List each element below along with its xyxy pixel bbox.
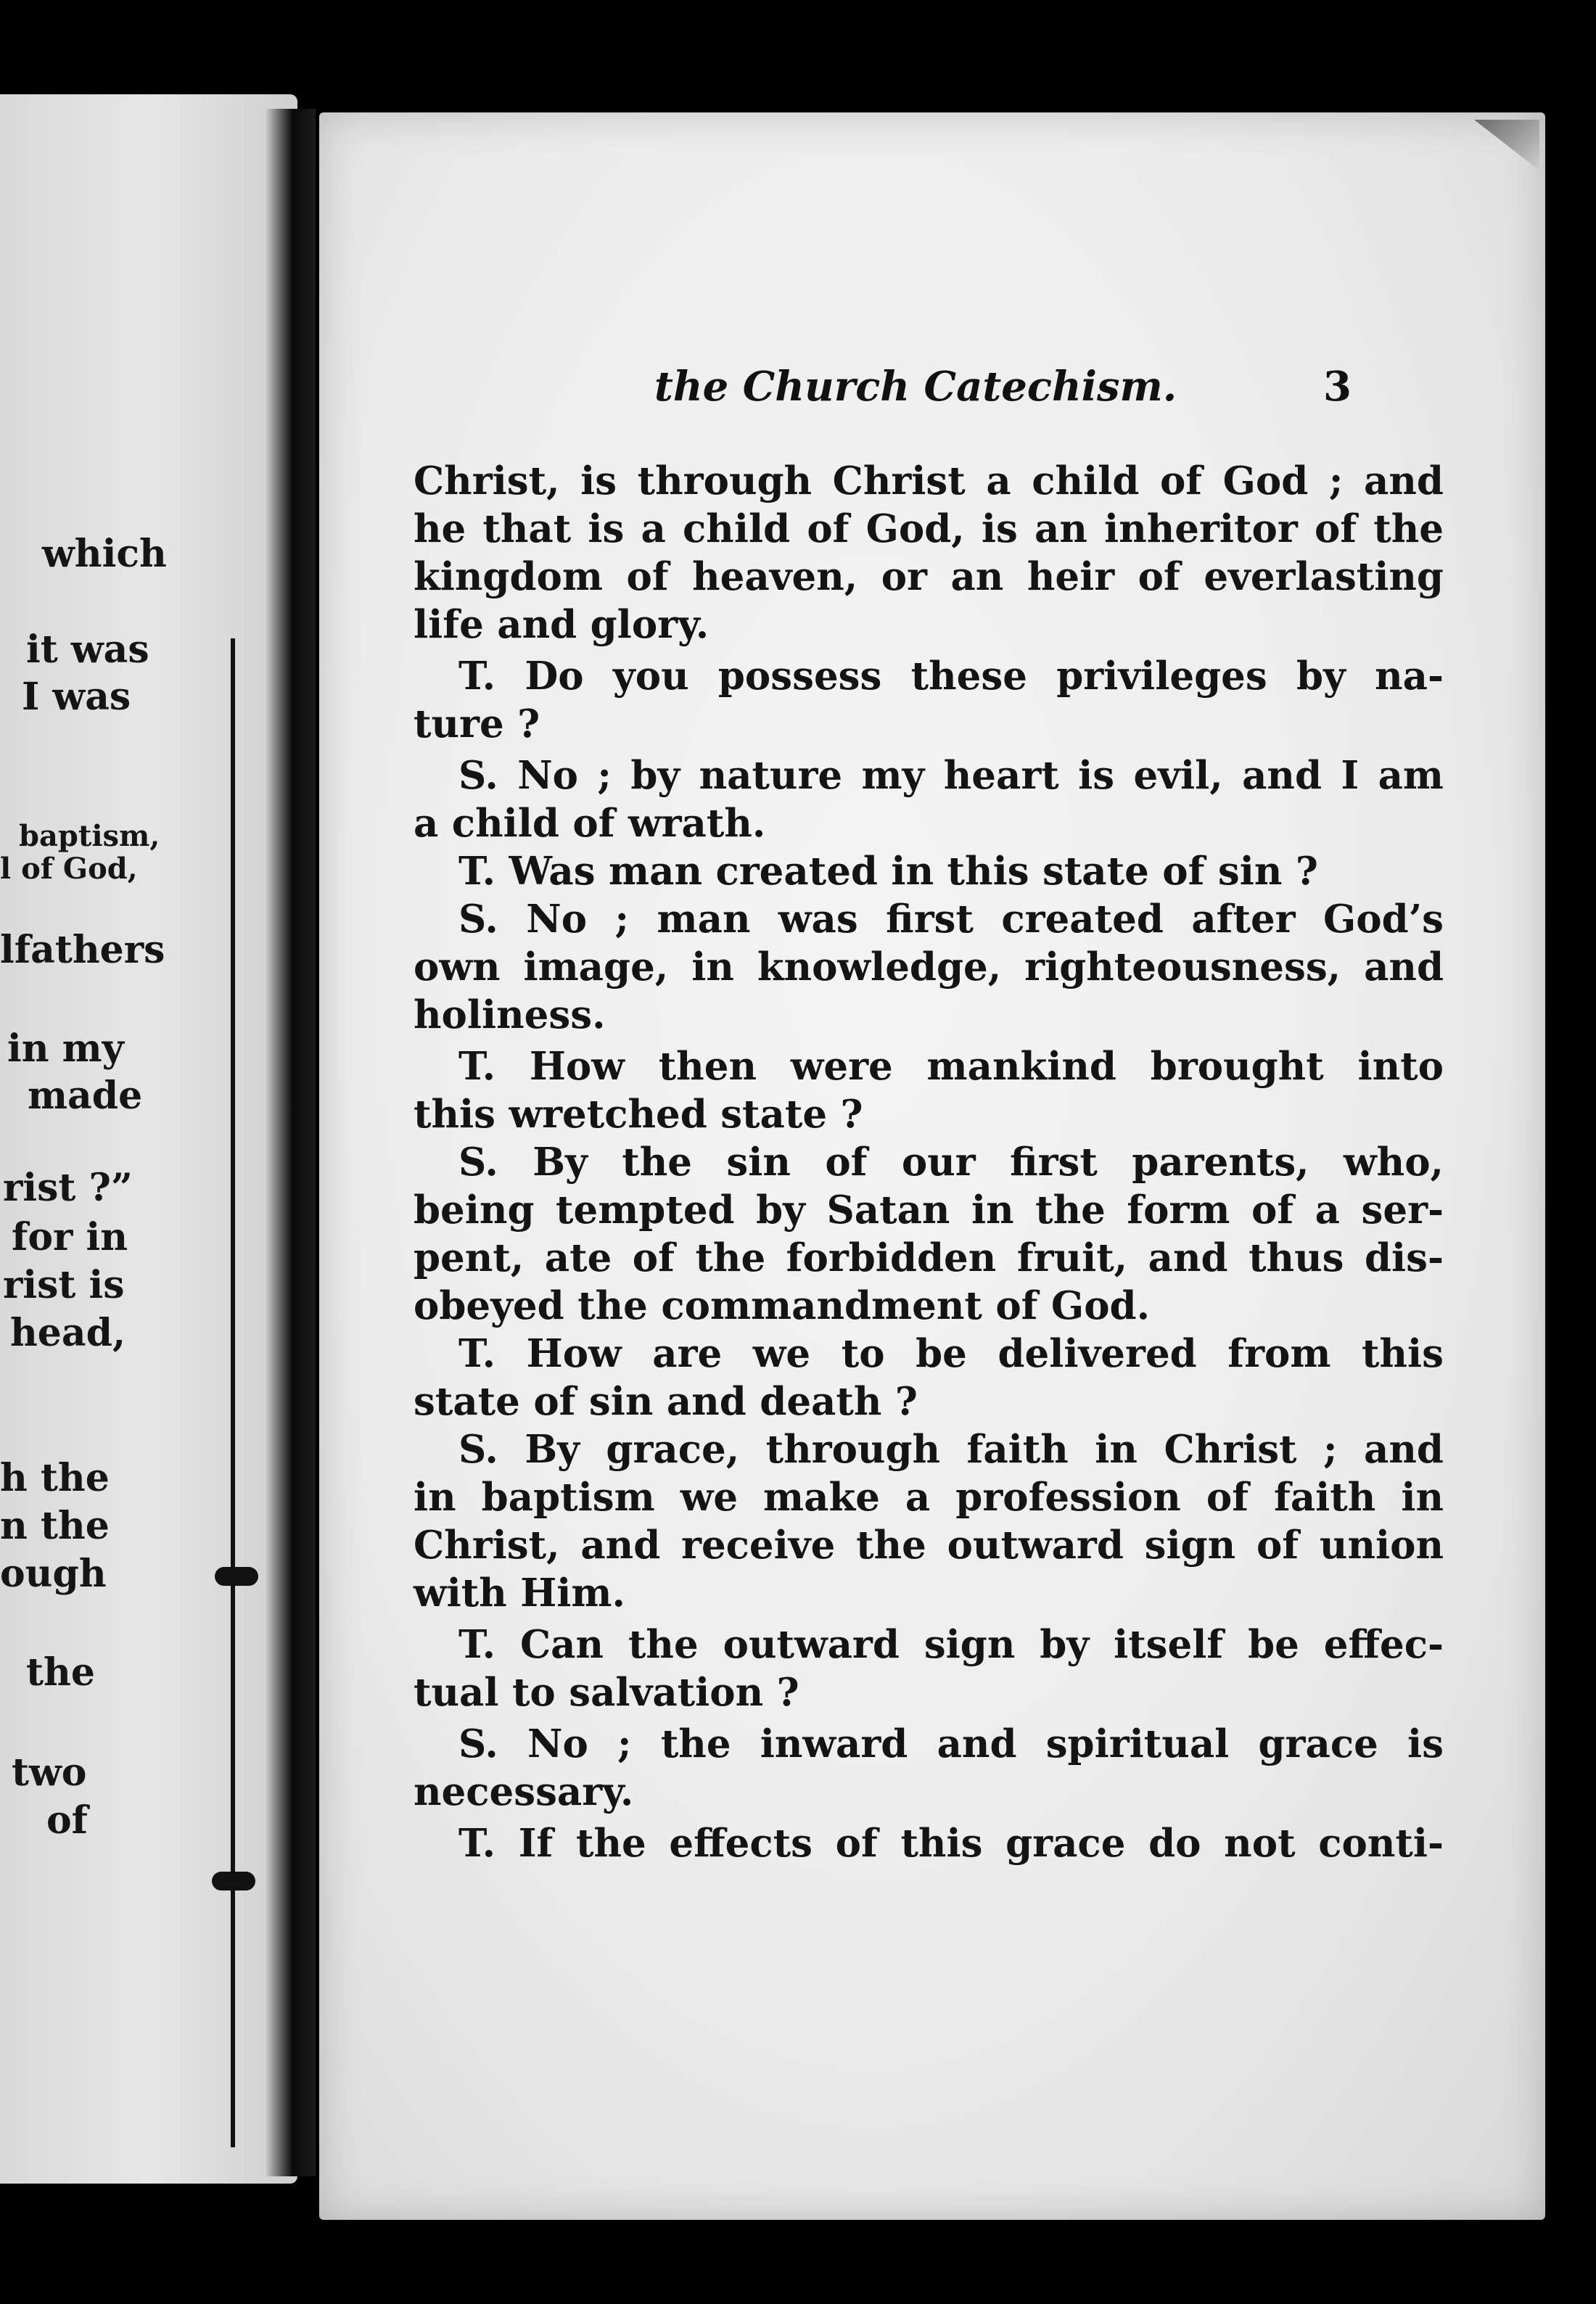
- text-line: he that is a child of God, is an inheritor of the: [414, 506, 1444, 551]
- left-page-fragment: rist is: [3, 1263, 125, 1307]
- binding-stitch: [212, 1872, 255, 1890]
- text-line: T. Can the outward sign by itself be effec-: [458, 1622, 1444, 1667]
- text-line: in baptism we make a profession of faith in: [414, 1475, 1444, 1520]
- text-line: T. How are we to be delivered from this: [458, 1331, 1444, 1376]
- text-line: own image, in knowledge, righteousness, and: [414, 945, 1444, 990]
- left-page-fragment: rist ?”: [3, 1166, 133, 1210]
- text-line: with Him.: [414, 1571, 625, 1616]
- text-line: necessary.: [414, 1769, 634, 1814]
- text-line: pent, ate of the forbidden fruit, and thus dis-: [414, 1235, 1444, 1280]
- text-line: S. No ; by nature my heart is evil, and I am: [458, 753, 1444, 798]
- left-page-fragment: made: [28, 1074, 143, 1118]
- folded-corner: [1474, 120, 1539, 170]
- text-line: T. Was man created in this state of sin ?: [458, 849, 1318, 894]
- left-page-fragment: ough: [0, 1552, 107, 1596]
- left-page-fragment: head,: [10, 1311, 126, 1355]
- text-line: life and glory.: [414, 602, 709, 647]
- book-page: [319, 112, 1545, 2220]
- text-line: T. How then were mankind brought into: [458, 1044, 1444, 1089]
- text-line: T. Do you possess these privileges by na-: [458, 654, 1444, 699]
- binding-stitch: [215, 1567, 258, 1586]
- left-page-fragment: lfathers: [0, 928, 165, 972]
- text-line: S. No ; man was first created after God’s: [458, 897, 1444, 942]
- binding-thread: [231, 638, 235, 2147]
- left-page-fragment: for in: [12, 1215, 128, 1259]
- text-line: holiness.: [414, 992, 606, 1037]
- text-line: Christ, and receive the outward sign of union: [414, 1523, 1444, 1568]
- page-number: 3: [1323, 363, 1352, 411]
- left-page-fragment: h the: [0, 1456, 110, 1500]
- text-line: this wretched state ?: [414, 1092, 863, 1137]
- text-line: kingdom of heaven, or an heir of everlasting: [414, 554, 1444, 599]
- text-line: ture ?: [414, 702, 540, 746]
- left-page-fragment: baptism,: [19, 819, 160, 853]
- left-page-fragment: l of God,: [0, 852, 138, 886]
- left-page-fragment: which: [42, 532, 167, 576]
- binding-gutter: [265, 109, 316, 2176]
- text-line: obeyed the commandment of God.: [414, 1283, 1151, 1328]
- running-title: the Church Catechism.: [654, 363, 1177, 411]
- text-line: state of sin and death ?: [414, 1379, 918, 1424]
- left-page-fragment: I was: [22, 675, 131, 719]
- left-page-fragment: two: [12, 1750, 87, 1795]
- text-line: S. By the sin of our first parents, who,: [458, 1140, 1444, 1185]
- left-page-fragment: n the: [0, 1504, 110, 1548]
- text-line: tual to salvation ?: [414, 1670, 799, 1715]
- left-page-fragment: in my: [7, 1026, 124, 1071]
- left-page-fragment: of: [46, 1798, 89, 1843]
- text-line: being tempted by Satan in the form of a ser-: [414, 1188, 1444, 1233]
- left-page: [0, 94, 297, 2184]
- text-line: T. If the effects of this grace do not conti-: [458, 1821, 1444, 1866]
- catechism-text: [414, 457, 1444, 1867]
- text-line: S. By grace, through faith in Christ ; and: [458, 1427, 1444, 1472]
- text-line: Christ, is through Christ a child of God ; and: [414, 458, 1444, 503]
- page-header: [319, 363, 1545, 421]
- text-line: S. No ; the inward and spiritual grace is: [458, 1721, 1444, 1766]
- left-page-fragment: the: [26, 1650, 95, 1695]
- text-line: a child of wrath.: [414, 801, 766, 846]
- left-page-fragment: it was: [26, 628, 149, 672]
